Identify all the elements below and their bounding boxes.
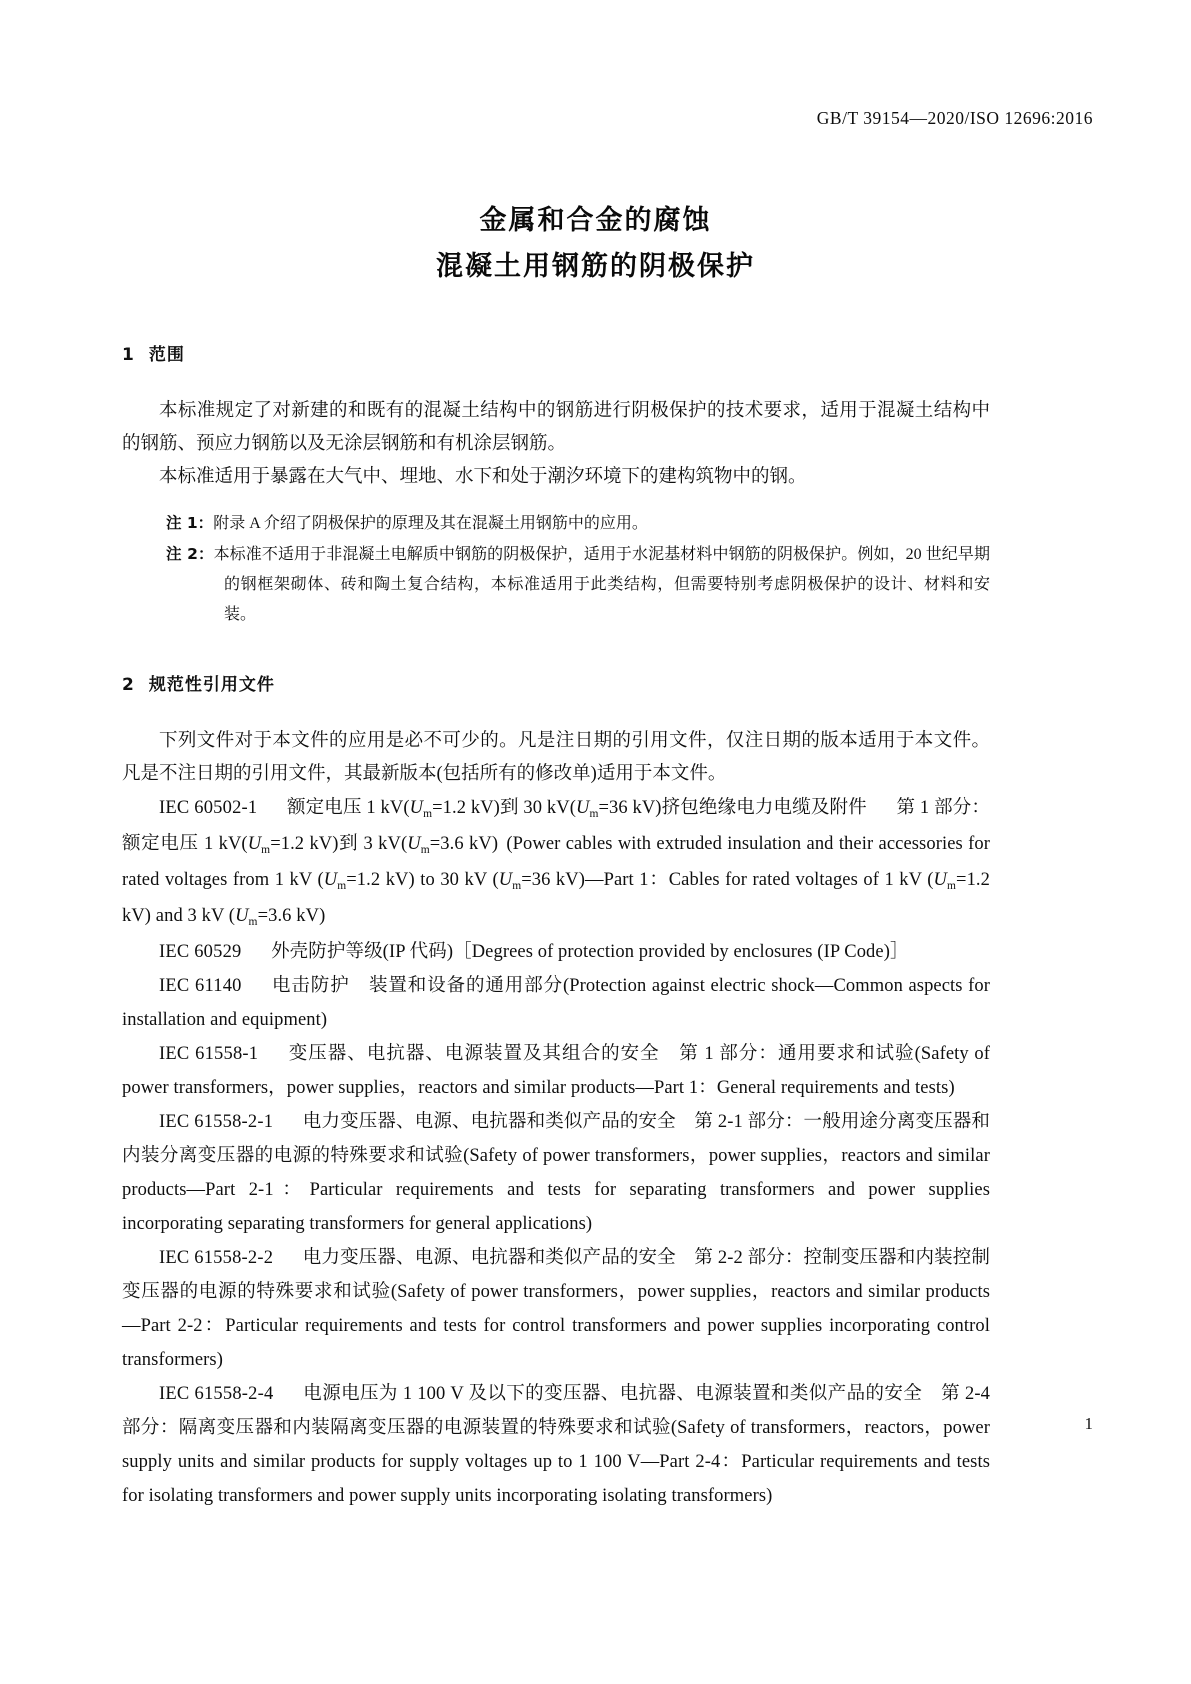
- symbol-um-2: U: [575, 798, 590, 818]
- reference-id: IEC 61558-2-4: [159, 1384, 274, 1404]
- reference-title-en-a: (Power cables with extruded insulation and their accessories for rated voltages from 1 kV (: [122, 834, 990, 890]
- scope-note-2: [166, 539, 990, 630]
- reference-title-en-d: =1.2 kV) and 3 kV (: [122, 870, 990, 926]
- symbol-um-sub-3: m: [261, 843, 271, 856]
- normative-intro-paragraph: 下列文件对于本文件的应用是必不可少的。凡是注日期的引用文件，仅注日期的版本适用于本文件。凡是不注日期的引用文件，其最新版本(包括所有的修改单)适用于本文件。: [122, 731, 990, 784]
- scope-paragraph-1: 本标准规定了对新建的和既有的混凝土结构中的钢筋进行阴极保护的技术要求，适用于混凝土结构中的钢筋、预应力钢筋以及无涂层钢筋和有机涂层钢筋。: [122, 401, 990, 454]
- reference-title-cn-b: =1.2 kV)到 30 kV(: [432, 798, 576, 818]
- symbol-um-1: U: [409, 798, 424, 818]
- standard-code-header: GB/T 39154—2020/ISO 12696:2016: [816, 108, 1093, 128]
- symbol-um-sub-4: m: [420, 843, 430, 856]
- symbol-um-sub-2: m: [589, 807, 599, 820]
- reference-title-cn: 变压器、电抗器、电源装置及其组合的安全 第 1 部分：通用要求和试验: [287, 1044, 915, 1064]
- reference-title-en-c: =36 kV)—Part 1：Cables for rated voltages of 1 kV (: [521, 870, 934, 890]
- reference-title-en: (Protection against electric shock—Common aspects for installation and equipment): [122, 976, 990, 1030]
- running-header: [0, 108, 1093, 129]
- page-title: [0, 198, 1191, 290]
- body-column: [122, 340, 990, 1513]
- reference-id: IEC 61558-2-2: [159, 1248, 274, 1268]
- section-number-1: 1: [122, 345, 135, 365]
- reference-title-cn: 电源电压为 1 100 V 及以下的变压器、电抗器、电源装置和类似产品的安全 第 2-4 部分：隔离变压器和内装隔离变压器的电源装置的特殊要求和试验: [122, 1384, 990, 1438]
- reference-entry-iec-60502-1: [122, 791, 990, 935]
- title-line-1: 金属和合金的腐蚀: [479, 205, 712, 236]
- symbol-um-sub-7: m: [947, 879, 957, 892]
- reference-entry-iec-61558-1: [122, 1037, 990, 1105]
- scope-paragraph-2: 本标准适用于暴露在大气中、埋地、水下和处于潮汐环境下的建构筑物中的钢。: [159, 467, 807, 487]
- reference-title-en: (Safety of transformers，reactors，power supply units and similar products for supply voltages up to 1 100 V—Part 2-4：Particular requirements and tests for isolating transformers and power supply units incorporating isolating transformers): [122, 1418, 991, 1506]
- reference-title-cn-e: =1.2 kV)到 3 kV(: [270, 834, 408, 854]
- note-1-label: 注 1：: [166, 514, 214, 532]
- reference-title-cn: 电击防护 装置和设备的通用部分: [271, 976, 563, 996]
- symbol-um-5: U: [323, 870, 338, 890]
- reference-id: IEC 61558-2-1: [159, 1112, 274, 1132]
- symbol-um-sub-6: m: [512, 879, 522, 892]
- symbol-um-sub-1: m: [423, 807, 433, 820]
- note-2-text: 本标准不适用于非混凝土电解质中钢筋的阴极保护，适用于水泥基材料中钢筋的阴极保护。例如，20 世纪早期的钢框架砌体、砖和陶土复合结构，本标准适用于此类结构，但需要特别考虑阴极保护的设计、材料和安装。: [213, 546, 990, 623]
- reference-id: IEC 61558-1: [159, 1044, 259, 1064]
- reference-title-cn-a: 额定电压 1 kV(: [286, 798, 410, 818]
- reference-title-cn: 电力变压器、电源、电抗器和类似产品的安全 第 2-2 部分：控制变压器和内装控制变压器的电源的特殊要求和试验: [122, 1248, 990, 1302]
- symbol-um-7: U: [933, 870, 947, 890]
- reference-title-en-b: =1.2 kV) to 30 kV (: [346, 870, 499, 890]
- note-2-label: 注 2：: [166, 545, 214, 563]
- reference-title-cn: 电力变压器、电源、电抗器和类似产品的安全 第 2-1 部分：一般用途分离变压器和内装分离变压器的电源的特殊要求和试验: [122, 1112, 990, 1166]
- reference-entry-iec-61558-2-4: [122, 1377, 990, 1513]
- reference-entry-iec-61558-2-2: [122, 1241, 990, 1377]
- symbol-um-sub-5: m: [337, 879, 347, 892]
- reference-entry-iec-61558-2-1: [122, 1105, 990, 1241]
- title-line-2: 混凝土用钢筋的阴极保护: [436, 251, 755, 282]
- scope-note-1: [166, 508, 990, 539]
- reference-title-en: (Safety of power transformers，power supplies，reactors and similar products—Part 1：General requirements and tests): [122, 1044, 990, 1098]
- symbol-um-8: U: [235, 906, 249, 926]
- reference-id: IEC 60502-1: [159, 798, 258, 818]
- reference-title-en: (Safety of power transformers，power supplies，reactors and similar products—Part 2-2：Particular requirements and tests for control transformers and power supplies incorporating control transformers): [122, 1282, 990, 1370]
- reference-id: IEC 60529: [159, 942, 242, 962]
- reference-title-en: (Safety of power transformers，power supplies，reactors and similar products—Part 2-1：Particular requirements and tests for separating transformers and power supplies incorporating separating transformers for general applications): [122, 1146, 990, 1234]
- symbol-um-3: U: [247, 834, 262, 854]
- reference-title-en: ［Degrees of protection provided by enclosures (IP Code)］: [453, 942, 909, 962]
- reference-title-cn: 外壳防护等级(IP 代码): [271, 942, 454, 962]
- section-title-2: 规范性引用文件: [148, 675, 275, 695]
- symbol-um-4: U: [407, 834, 421, 854]
- reference-title-cn-c: =36 kV)挤包绝缘电力电缆及附件: [598, 798, 867, 818]
- reference-id: IEC 61140: [159, 976, 242, 996]
- section-number-2: 2: [122, 675, 135, 695]
- reference-title-cn-d: 第 1 部分：额定电压 1 kV(: [122, 798, 990, 854]
- note-1-text: 附录 A 介绍了阴极保护的原理及其在混凝土用钢筋中的应用。: [213, 515, 648, 532]
- reference-title-en-e: =3.6 kV): [257, 906, 326, 926]
- symbol-um-sub-8: m: [248, 915, 258, 928]
- section-heading-normative-references: [122, 670, 990, 695]
- symbol-um-6: U: [498, 870, 513, 890]
- reference-entry-iec-61140: [122, 969, 990, 1037]
- section-title-1: 范围: [148, 345, 185, 365]
- page-number: 1: [1084, 1414, 1093, 1433]
- reference-title-cn-f: =3.6 kV): [429, 834, 499, 854]
- section-heading-scope: [122, 340, 990, 365]
- reference-entry-iec-60529: [122, 935, 990, 969]
